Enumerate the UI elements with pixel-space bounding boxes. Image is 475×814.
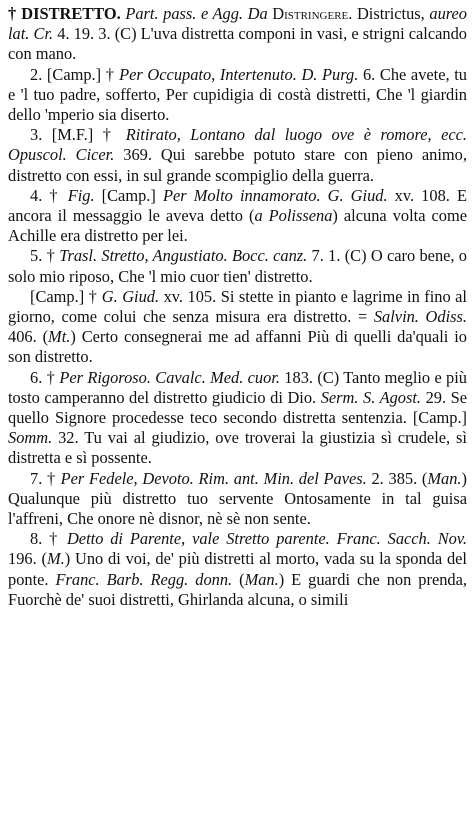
italic-text-run: Fig. <box>67 185 95 205</box>
entry-sense-5-continued <box>8 287 467 368</box>
italic-text-run: Per Molto innamorato. G. Giud. <box>162 185 388 205</box>
entry-sense-5 <box>8 246 467 286</box>
text-run: xv. 108. E ancora il messaggio le aveva detto ( <box>8 185 467 226</box>
text-run: ) Uno di voi, de' più distretti al morto, vada su la sponda del ponte. <box>8 549 467 589</box>
text-run: 2. [Camp.] † <box>30 64 120 84</box>
italic-text-run: Detto di Parente, vale Stretto parente. Franc. Sacch. Nov. <box>66 529 467 549</box>
text-run: [Camp.] † <box>30 286 102 306</box>
italic-text-run: Mt. <box>48 327 71 347</box>
italic-text-run: Part. pass. e Agg. Da <box>125 4 268 23</box>
entry-sense-6 <box>8 368 467 469</box>
entry-sense-3 <box>8 125 467 186</box>
text-run: 2. 385. ( <box>366 468 428 488</box>
text-run: 4. 19. 3. (C) L'uva distretta componi in vasi, e strigni calcando con mano. <box>8 24 467 64</box>
text-run: [Camp.] <box>94 185 163 205</box>
italic-text-run: aureo lat. Cr. <box>8 4 468 44</box>
italic-text-run: M. <box>46 549 65 569</box>
italic-text-run: a Polissena <box>254 206 333 226</box>
text-run: 29. Se quello Signore procedesse teco secondo distretta sentenzia. [Camp.] <box>8 387 467 428</box>
italic-text-run: Somm. <box>8 428 53 448</box>
italic-text-run: Man. <box>244 569 279 589</box>
text-run: 3. [M.F.] † <box>30 125 126 145</box>
text-run: xv. 105. Si stette in pianto e lagrime in fino al giorno, come colui che senza misura era distretto. = <box>8 286 467 327</box>
text-run: 7. † <box>30 468 61 488</box>
italic-text-run: Per Fedele, Devoto. Rim. ant. Min. del Paves. <box>60 468 367 488</box>
text-run: ) E guardi che non prenda, Fuorchè de' suoi distretti, Ghirlanda alcuna, o simili <box>8 569 467 609</box>
text-run: 183. (C) Tanto meglio e più tosto camperanno del distretto giudicio di Dio. <box>8 367 467 407</box>
text-run: Districtus, <box>352 4 430 23</box>
small-caps-text-run: Distringere. <box>272 4 353 23</box>
text-run: ) alcuna volta come Achille era distretto per lei. <box>8 206 467 246</box>
text-run: 4. † <box>30 185 68 205</box>
italic-text-run: Trasl. Stretto, Angustiato. Bocc. canz. <box>59 246 308 266</box>
text-run: ) Qualunque più distretto tuo servente Ontosamente in tal guisa l'affreni, Che onore nè disnor, nè sè non sente. <box>8 468 467 529</box>
text-run: ( <box>232 569 245 589</box>
entry-sense-7 <box>8 469 467 530</box>
italic-text-run: Salvin. Odiss. <box>373 307 468 327</box>
italic-text-run: Man. <box>427 468 462 488</box>
italic-text-run: Serm. S. Agost. <box>320 387 422 407</box>
italic-text-run: Per Occupato, Intertenuto. D. Purg. <box>119 64 359 84</box>
text-run: 8. † <box>30 529 67 549</box>
headword-text: † DISTRETTO. <box>8 4 121 23</box>
entry-sense-2 <box>8 65 467 126</box>
text-run: 7. 1. (C) O caro bene, o solo mio riposo, Che 'l mio cuor tien' distretto. <box>8 246 467 286</box>
italic-text-run: G. Giud. <box>101 286 160 306</box>
italic-text-run: Ritirato, Lontano dal luogo ove è romore, ecc. Opuscol. Cicer. <box>8 125 467 165</box>
entry-sense-8 <box>8 529 467 610</box>
text-run: 6. † <box>30 367 60 387</box>
text-run: 32. Tu vai al giudizio, ove troverai la giustizia sì crudele, sì distretta e sì possente. <box>8 428 467 468</box>
italic-text-run: Per Rigoroso. Cavalc. Med. cuor. <box>59 367 280 387</box>
italic-text-run: Franc. Barb. Regg. donn. <box>55 569 233 589</box>
text-run: 6. Che avete, tu e 'l tuo padre, sofferto, Per cupidigia di costà distretti, Che 'l giardin dello 'mperio sia diserto. <box>8 64 467 125</box>
entry-sense-4 <box>8 186 467 247</box>
text-run: 5. † <box>30 246 60 266</box>
text-run: 196. ( <box>8 549 47 569</box>
text-run: 406. ( <box>8 327 49 347</box>
text-run: ) Certo consegnerai me ad affanni Più di quelli da'quali io son distretto. <box>8 327 467 367</box>
entry-headword <box>8 4 467 65</box>
text-run: 369. Qui sarebbe potuto stare con pieno animo, distretto con essi, in sul grande scompiglio della guerra. <box>8 145 467 185</box>
